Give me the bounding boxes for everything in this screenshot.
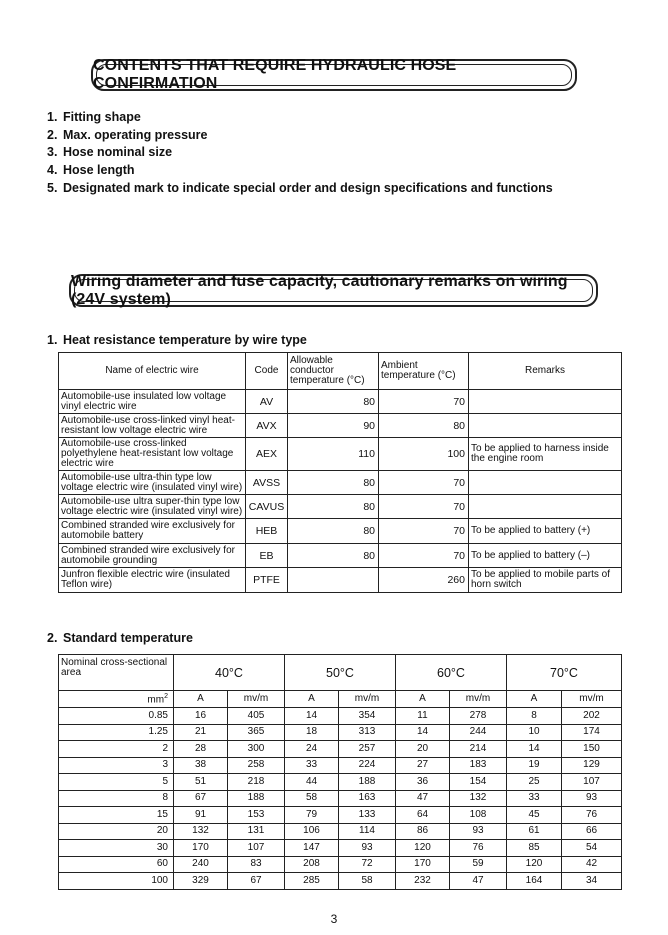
amps-70-cell: 85 [507,840,562,857]
amps-40-cell: 28 [174,741,228,758]
mvm-50-cell: 257 [339,741,396,758]
mvm-60-cell: 76 [450,840,507,857]
mvm-70-cell: 34 [562,873,622,890]
amps-40-cell: 132 [174,823,228,840]
header-temp-70: 70°C [507,655,622,691]
table-row [59,807,622,824]
table-row [59,414,622,438]
amps-60-cell: 14 [396,724,450,741]
list-item-number: 3. [47,145,58,160]
mvm-50-cell: 93 [339,840,396,857]
section-title: Heat resistance temperature by wire type [63,333,307,347]
section-heading-standard-temperature [47,631,193,645]
amps-50-cell: 79 [285,807,339,824]
list-item-text: Designated mark to indicate special order and design specifications and functions [63,180,553,195]
contents-banner [91,59,577,91]
table-row [59,724,622,741]
amps-60-cell: 64 [396,807,450,824]
mvm-70-cell: 150 [562,741,622,758]
header-temp-40: 40°C [174,655,285,691]
unit-row [59,691,622,708]
amps-70-cell: 45 [507,807,562,824]
mvm-50-cell: 114 [339,823,396,840]
wiring-banner [69,274,598,307]
remarks-cell [469,414,622,438]
amps-70-cell: 164 [507,873,562,890]
amps-40-cell: 67 [174,790,228,807]
header-nominal-area: Nominal cross-sectional area [59,655,174,691]
table-row [59,495,622,519]
remarks-cell [469,471,622,495]
amps-40-cell: 91 [174,807,228,824]
header-allowable-temp: Allowable conductor temperature (°C) [288,353,379,390]
mvm-50-cell: 224 [339,757,396,774]
allowable-temp-cell [288,568,379,593]
header-temp-60: 60°C [396,655,507,691]
mvm-40-cell: 107 [228,840,285,857]
subheader-mvm: mv/m [228,691,285,708]
ambient-temp-cell: 70 [379,544,469,568]
standard-temperature-table [58,654,622,890]
mvm-40-cell: 83 [228,856,285,873]
allowable-temp-cell: 90 [288,414,379,438]
table-row [59,840,622,857]
subheader-mvm: mv/m [339,691,396,708]
amps-50-cell: 208 [285,856,339,873]
area-cell: 3 [59,757,174,774]
list-item [47,180,553,198]
mvm-40-cell: 405 [228,708,285,725]
section-heading-heat-resistance [47,333,307,347]
header-wire-name: Name of electric wire [59,353,246,390]
ambient-temp-cell: 100 [379,438,469,471]
list-item-text: Hose length [63,163,135,178]
mvm-60-cell: 93 [450,823,507,840]
wire-type-table [58,352,622,593]
list-item-number: 4. [47,163,58,178]
mvm-40-cell: 188 [228,790,285,807]
mvm-60-cell: 132 [450,790,507,807]
table-row [59,873,622,890]
wire-code-cell: AVSS [246,471,288,495]
wiring-banner-title: Wiring diameter and fuse capacity, cautionary remarks on wiring (24V system) [71,272,568,308]
mvm-70-cell: 129 [562,757,622,774]
allowable-temp-cell: 110 [288,438,379,471]
mvm-40-cell: 218 [228,774,285,791]
amps-50-cell: 58 [285,790,339,807]
amps-60-cell: 232 [396,873,450,890]
wire-name-cell: Combined stranded wire exclusively for automobile battery [59,519,246,544]
subheader-mvm: mv/m [562,691,622,708]
list-item-number: 1. [47,110,58,124]
table-row [59,438,622,471]
contents-banner-title: CONTENTS THAT REQUIRE HYDRAULIC HOSE CONFIRMATION [93,57,457,92]
mvm-70-cell: 93 [562,790,622,807]
wire-name-cell: Automobile-use cross-linked polyethylene heat-resistant low voltage electric wire [59,438,246,471]
temperature-header-row [59,655,622,691]
remarks-cell: To be applied to battery (–) [469,544,622,568]
list-item-text: Fitting shape [63,110,141,124]
mvm-60-cell: 244 [450,724,507,741]
area-cell: 100 [59,873,174,890]
amps-40-cell: 38 [174,757,228,774]
mvm-50-cell: 72 [339,856,396,873]
amps-40-cell: 329 [174,873,228,890]
mvm-40-cell: 258 [228,757,285,774]
amps-60-cell: 27 [396,757,450,774]
table-row [59,519,622,544]
subheader-amps: A [396,691,450,708]
mvm-40-cell: 131 [228,823,285,840]
area-cell: 30 [59,840,174,857]
amps-70-cell: 10 [507,724,562,741]
mvm-60-cell: 278 [450,708,507,725]
amps-70-cell: 120 [507,856,562,873]
wire-name-cell: Automobile-use ultra-thin type low voltage electric wire (insulated vinyl wire) [59,471,246,495]
confirmation-list [47,109,553,197]
mvm-50-cell: 163 [339,790,396,807]
section-title: Standard temperature [63,631,193,645]
wire-code-cell: EB [246,544,288,568]
header-temp-50: 50°C [285,655,396,691]
wire-code-cell: AV [246,390,288,414]
wire-name-cell: Combined stranded wire exclusively for automobile grounding [59,544,246,568]
page-number: 3 [330,912,338,926]
amps-50-cell: 24 [285,741,339,758]
mvm-50-cell: 133 [339,807,396,824]
wire-name-cell: Automobile-use ultra super-thin type low voltage electric wire (insulated vinyl wire) [59,495,246,519]
table-row [59,708,622,725]
amps-50-cell: 33 [285,757,339,774]
mvm-70-cell: 174 [562,724,622,741]
unit-mm2: $mm^2$ [59,691,174,708]
amps-60-cell: 120 [396,840,450,857]
remarks-cell: To be applied to mobile parts of horn switch [469,568,622,593]
remarks-cell: To be applied to harness inside the engine room [469,438,622,471]
mvm-50-cell: 354 [339,708,396,725]
mvm-40-cell: 67 [228,873,285,890]
table-row [59,390,622,414]
remarks-cell [469,495,622,519]
mvm-70-cell: 202 [562,708,622,725]
amps-50-cell: 18 [285,724,339,741]
list-item-text: Hose nominal size [63,145,173,160]
amps-40-cell: 51 [174,774,228,791]
area-cell: 60 [59,856,174,873]
wire-name-cell: Automobile-use cross-linked vinyl heat-resistant low voltage electric wire [59,414,246,438]
section-number: 1. [47,333,58,347]
mvm-70-cell: 54 [562,840,622,857]
amps-40-cell: 16 [174,708,228,725]
mvm-50-cell: 313 [339,724,396,741]
allowable-temp-cell: 80 [288,544,379,568]
mvm-40-cell: 300 [228,741,285,758]
allowable-temp-cell: 80 [288,471,379,495]
amps-40-cell: 170 [174,840,228,857]
area-cell: 5 [59,774,174,791]
mvm-40-cell: 365 [228,724,285,741]
mvm-50-cell: 58 [339,873,396,890]
amps-50-cell: 147 [285,840,339,857]
amps-60-cell: 86 [396,823,450,840]
ambient-temp-cell: 70 [379,519,469,544]
table-row [59,790,622,807]
ambient-temp-cell: 70 [379,495,469,519]
mvm-70-cell: 42 [562,856,622,873]
ambient-temp-cell: 70 [379,390,469,414]
amps-70-cell: 33 [507,790,562,807]
remarks-cell [469,390,622,414]
mvm-40-cell: 153 [228,807,285,824]
subheader-amps: A [174,691,228,708]
wire-code-cell: PTFE [246,568,288,593]
list-item-text: Max. operating pressure [63,127,208,142]
mvm-60-cell: 154 [450,774,507,791]
table-header-row [59,353,622,390]
wire-code-cell: CAVUS [246,495,288,519]
allowable-temp-cell: 80 [288,390,379,414]
amps-50-cell: 106 [285,823,339,840]
amps-50-cell: 285 [285,873,339,890]
amps-60-cell: 170 [396,856,450,873]
table-row [59,741,622,758]
subheader-mvm: mv/m [450,691,507,708]
list-item [47,127,553,145]
list-item [47,144,553,162]
header-remarks: Remarks [469,353,622,390]
amps-70-cell: 14 [507,741,562,758]
list-item [47,162,553,180]
amps-60-cell: 11 [396,708,450,725]
amps-60-cell: 47 [396,790,450,807]
mvm-60-cell: 214 [450,741,507,758]
area-cell: 20 [59,823,174,840]
table-row [59,856,622,873]
table-row [59,757,622,774]
amps-50-cell: 14 [285,708,339,725]
area-cell: 0.85 [59,708,174,725]
wire-name-cell: Junfron flexible electric wire (insulated Teflon wire) [59,568,246,593]
wire-code-cell: HEB [246,519,288,544]
wire-name-cell: Automobile-use insulated low voltage vinyl electric wire [59,390,246,414]
mvm-60-cell: 59 [450,856,507,873]
area-cell: 8 [59,790,174,807]
remarks-cell: To be applied to battery (+) [469,519,622,544]
section-number: 2. [47,631,58,645]
area-cell: 2 [59,741,174,758]
amps-60-cell: 20 [396,741,450,758]
mvm-50-cell: 188 [339,774,396,791]
area-cell: 15 [59,807,174,824]
amps-40-cell: 240 [174,856,228,873]
mvm-60-cell: 108 [450,807,507,824]
mvm-60-cell: 183 [450,757,507,774]
amps-60-cell: 36 [396,774,450,791]
mvm-70-cell: 107 [562,774,622,791]
table-row [59,774,622,791]
table-row [59,568,622,593]
amps-40-cell: 21 [174,724,228,741]
wire-code-cell: AEX [246,438,288,471]
wire-code-cell: AVX [246,414,288,438]
allowable-temp-cell: 80 [288,519,379,544]
list-item [47,109,553,127]
ambient-temp-cell: 80 [379,414,469,438]
mvm-70-cell: 76 [562,807,622,824]
amps-50-cell: 44 [285,774,339,791]
amps-70-cell: 19 [507,757,562,774]
mvm-60-cell: 47 [450,873,507,890]
ambient-temp-cell: 260 [379,568,469,593]
amps-70-cell: 25 [507,774,562,791]
mvm-70-cell: 66 [562,823,622,840]
ambient-temp-cell: 70 [379,471,469,495]
subheader-amps: A [507,691,562,708]
table-row [59,471,622,495]
table-row [59,544,622,568]
subheader-amps: A [285,691,339,708]
header-code: Code [246,353,288,390]
amps-70-cell: 8 [507,708,562,725]
header-ambient-temp: Ambient temperature (°C) [379,353,469,390]
table-row [59,823,622,840]
amps-70-cell: 61 [507,823,562,840]
list-item-number: 5. [47,180,58,195]
allowable-temp-cell: 80 [288,495,379,519]
area-cell: 1.25 [59,724,174,741]
list-item-number: 2. [47,127,58,142]
